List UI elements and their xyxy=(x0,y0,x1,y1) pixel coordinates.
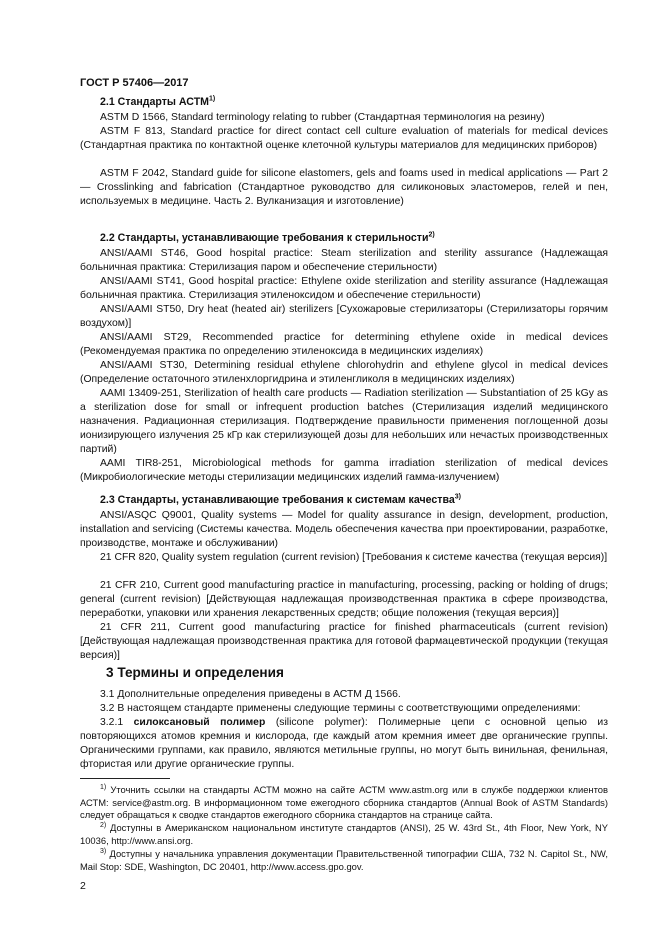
paragraph: 21 CFR 211, Current good manufacturing practice for finished pharmaceuticals (current revision) [Действующая надлежащая производственная практика для готовой фармацевтической продукции (текущая версия)] xyxy=(80,622,608,661)
document-header: ГОСТ Р 57406—2017 xyxy=(80,77,189,89)
paragraph: ASTM D 1566, Standard terminology relating to rubber (Стандартная терминология на резину) xyxy=(100,112,545,123)
footnote: $^{2)}$ Доступны в Американском национальном институте стандартов (ANSI), 25 W. 43rd St., 4th Floor, New York, NY 10036, http://www.ansi.org. xyxy=(80,821,608,846)
paragraph: ASTM F 2042, Standard guide for silicone elastomers, gels and foams used in medical applications — Part 2 — Crosslinking and fabrication (Стандартное руководство для силиконовых эластомеров, гелей и пен, используемых в медицине. Часть 2. Вулканизация и изготовление) xyxy=(80,168,608,207)
paragraph: AAMI TIR8-251, Microbiological methods for gamma irradiation sterilization of medical devices (Микробиологические методы стерилизации медицинских изделий гамма-излучением) xyxy=(80,458,608,483)
footnote: $^{3)}$ Доступны у начальника управления документации Правительственной типографии США, 732 N. Capitol St., NW, Mail Stop: SDE, Washington, DC 20401, http://www.access.gpo.gov. xyxy=(80,847,608,872)
footnote-divider xyxy=(80,778,170,779)
definition-paragraph: 3.2.1 силоксановый полимер (silicone polymer): Полимерные цепи с основной цепью из повторяющихся атомов кремния и кислорода, где каждый атом кремния имеет две органические группы. Органическими группами, как правило, являются метильные группы, но могут быть винильная, фенильная, фтористая или другие органические группы. xyxy=(80,717,608,770)
paragraph: 3.1 Дополнительные определения приведены в АСТМ Д 1566. xyxy=(100,689,401,700)
paragraph: ANSI/AAMI ST30, Determining residual ethylene chlorohydrin and ethylene glycol in medical devices (Определение остаточного этиленхлоргидрина и этиленгликоля в медицинских изделиях) xyxy=(80,360,608,385)
paragraph: AAMI 13409-251, Sterilization of health care products — Radiation sterilization — Substantiation of 25 kGy as a sterilization dose for small or infrequent production batches (Стерилизация изделий медицинского назначения. Радиационная стерилизация. Подтверждение правильности применения поглощенной дозы ионизирующего излучения 25 кГр как стерилизующей дозы для небольших или нечастых производственных партий) xyxy=(80,388,608,455)
paragraph: ANSI/AAMI ST29, Recommended practice for determining ethylene oxide in medical devices (Рекомендуемая практика по определению этиленоксида в медицинских изделиях) xyxy=(80,332,608,357)
paragraph: ANSI/AAMI ST46, Good hospital practice: Steam sterilization and sterility assurance (Надлежащая больничная практика: Стерилизация паром и обеспечение стерильности) xyxy=(80,248,608,273)
paragraph: 21 CFR 210, Current good manufacturing practice in manufacturing, processing, packing or holding of drugs; general (current revision) [Действующая надлежащая производственная практика в сфере производства, переработки, упаковки или хранения лекарственных средств; общие положения (текущая версия)] xyxy=(80,580,608,619)
defined-term: силоксановый полимер xyxy=(133,717,266,728)
paragraph: ANSI/ASQC Q9001, Quality systems — Model for quality assurance in design, development, production, installation and servicing (Системы качества. Модель обеспечения качества при проектировании, разработке, производстве, монтаже и обслуживании) xyxy=(80,510,608,549)
paragraph: ANSI/AAMI ST41, Good hospital practice: Ethylene oxide sterilization and sterility assurance (Надлежащая больничная практика. Стерилизация этиленоксидом и обеспечение стерильности) xyxy=(80,276,608,301)
section-2-1-title: 2.1 Стандарты АСТМ$^{1)}$ xyxy=(100,95,216,108)
section-3-title: 3 Термины и определения xyxy=(106,665,284,680)
paragraph: ASTM F 813, Standard practice for direct contact cell culture evaluation of materials for medical devices (Стандартная практика по контактной оценке клеточной культуры материалов для медицинских приборов) xyxy=(80,126,608,151)
page-number: 2 xyxy=(80,880,86,892)
section-2-3-title: 2.3 Стандарты, устанавливающие требования к системам качества$^{3)}$ xyxy=(100,493,461,506)
section-2-2-title: 2.2 Стандарты, устанавливающие требования к стерильности$^{2)}$ xyxy=(100,231,435,244)
paragraph: ANSI/AAMI ST50, Dry heat (heated air) sterilizers [Сухожаровые стерилизаторы (Стерилизаторы горячим воздухом)] xyxy=(80,304,608,329)
paragraph: 3.2 В настоящем стандарте применены следующие термины с соответствующими определениями: xyxy=(100,703,581,714)
footnote: $^{1)}$ Уточнить ссылки на стандарты АСТМ можно на сайте АСТМ www.astm.org или в службе поддержки клиентов АСТМ: service@astm.org. В информационном томе ежегодного сборника стандартов (Annual Book of ASTM Standards) следует обращаться к сводке стандартов ежегодного сборника стандартов на странице сайта. xyxy=(80,783,608,821)
paragraph: 21 CFR 820, Quality system regulation (current revision) [Требования к системе качества (текущая версия)] xyxy=(100,552,608,563)
